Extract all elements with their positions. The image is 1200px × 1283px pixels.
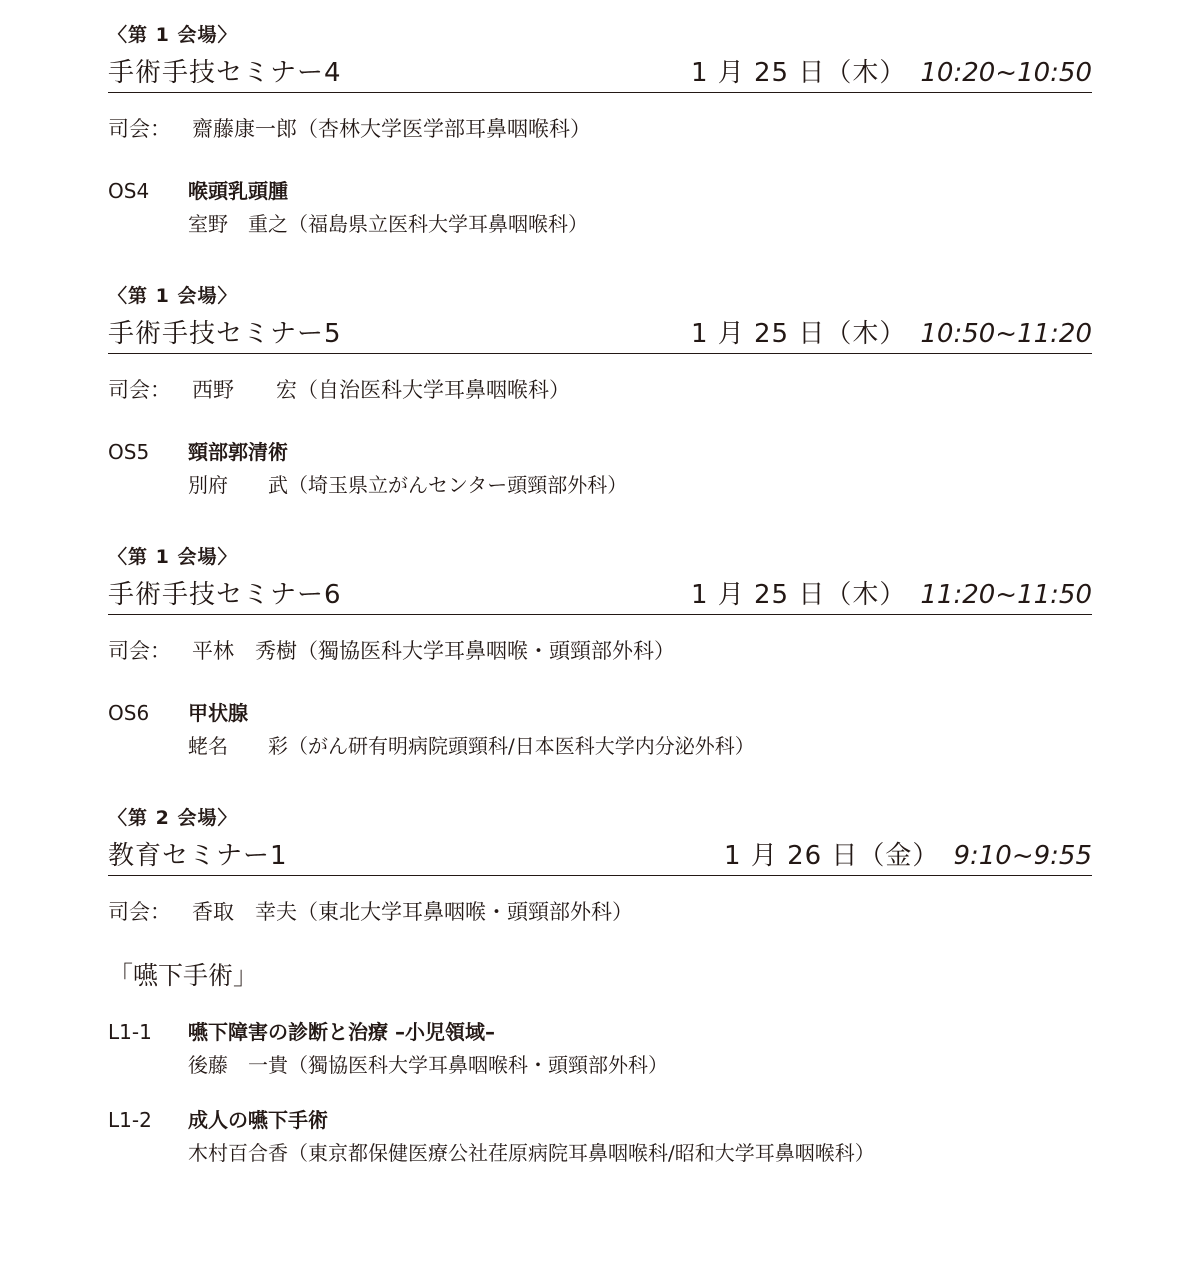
chair-row: [108, 376, 1092, 404]
program-page: [108, 22, 1092, 1168]
talk-id: OS4: [108, 179, 150, 203]
talk-item: [108, 177, 1092, 239]
session-datetime: [691, 580, 1092, 610]
chair-name: 齋藤康一郎（杏林大学医学部耳鼻咽喉科）: [192, 117, 591, 141]
venue-label: 〈第 1 会場〉: [108, 285, 238, 307]
venue-label: 〈第 1 会場〉: [108, 546, 238, 568]
talk-speaker: 別府 武（埼玉県立がんセンター頭頸部外科）: [188, 473, 628, 497]
session-section: [108, 22, 1092, 239]
talk-speaker: 後藤 一貴（獨協医科大学耳鼻咽喉科・頭頸部外科）: [188, 1053, 668, 1077]
talk-speaker: 木村百合香（東京都保健医療公社荏原病院耳鼻咽喉科/昭和大学耳鼻咽喉科）: [188, 1141, 875, 1165]
venue-label: 〈第 1 会場〉: [108, 24, 238, 46]
chair-row: [108, 637, 1092, 665]
chair-name: 西野 宏（自治医科大学耳鼻咽喉科）: [192, 378, 570, 402]
session-datetime: [691, 58, 1092, 88]
session-title: 教育セミナー1: [108, 841, 288, 871]
talk-item: [108, 1106, 1092, 1168]
session-title: 手術手技セミナー6: [108, 580, 342, 610]
session-date: 1 月 25 日（木）: [690, 580, 907, 610]
section-spacer: [108, 500, 1092, 544]
talk-id: OS5: [108, 440, 150, 464]
session-time: 10:20~10:50: [920, 58, 1092, 88]
session-date: 1 月 25 日（木）: [690, 319, 907, 349]
chair-row: [108, 115, 1092, 143]
talk-id: OS6: [108, 701, 150, 725]
session-datetime: [691, 319, 1092, 349]
talk-title: 嚥下障害の診断と治療 –小児領域–: [188, 1020, 495, 1044]
session-section: [108, 805, 1092, 1168]
chair-name: 香取 幸夫（東北大学耳鼻咽喉・頭頸部外科）: [192, 900, 633, 924]
session-time: 9:10~9:55: [953, 841, 1092, 871]
talk-heading: [108, 1018, 1092, 1046]
session-section: [108, 544, 1092, 761]
session-section: [108, 283, 1092, 500]
section-spacer: [108, 761, 1092, 805]
session-title: 手術手技セミナー4: [108, 58, 342, 88]
talk-item: [108, 699, 1092, 761]
talk-heading: [108, 699, 1092, 727]
session-header: [108, 839, 1092, 876]
talk-heading: [108, 1106, 1092, 1134]
talk-heading: [108, 177, 1092, 205]
session-date: 1 月 26 日（金）: [724, 841, 940, 871]
talk-speaker: 蛯名 彩（がん研有明病院頭頸科/日本医科大学内分泌外科）: [188, 734, 755, 758]
talk-title: 頸部郭清術: [188, 440, 288, 464]
talk-title: 喉頭乳頭腫: [188, 179, 288, 203]
chair-label: 司会：: [108, 117, 171, 141]
talk-item: [108, 1018, 1092, 1080]
chair-label: 司会：: [108, 639, 171, 663]
talk-id: L1-1: [108, 1020, 152, 1044]
chair-label: 司会：: [108, 900, 171, 924]
session-time: 11:20~11:50: [920, 580, 1092, 610]
talk-speaker: 室野 重之（福島県立医科大学耳鼻咽喉科）: [188, 212, 588, 236]
session-title: 手術手技セミナー5: [108, 319, 342, 349]
session-time: 10:50~11:20: [920, 319, 1092, 349]
talk-heading: [108, 438, 1092, 466]
section-spacer: [108, 239, 1092, 283]
talk-title: 甲状腺: [188, 701, 248, 725]
venue-label: 〈第 2 会場〉: [108, 807, 238, 829]
session-header: [108, 56, 1092, 93]
session-date: 1 月 25 日（木）: [690, 58, 907, 88]
session-header: [108, 578, 1092, 615]
talk-item: [108, 438, 1092, 500]
session-header: [108, 317, 1092, 354]
talk-title: 成人の嚥下手術: [188, 1108, 328, 1132]
talk-id: L1-2: [108, 1108, 152, 1132]
session-datetime: [724, 841, 1092, 871]
chair-label: 司会：: [108, 378, 171, 402]
session-theme: 「嚥下手術」: [108, 961, 259, 990]
chair-name: 平林 秀樹（獨協医科大学耳鼻咽喉・頭頸部外科）: [192, 639, 675, 663]
chair-row: [108, 898, 1092, 926]
